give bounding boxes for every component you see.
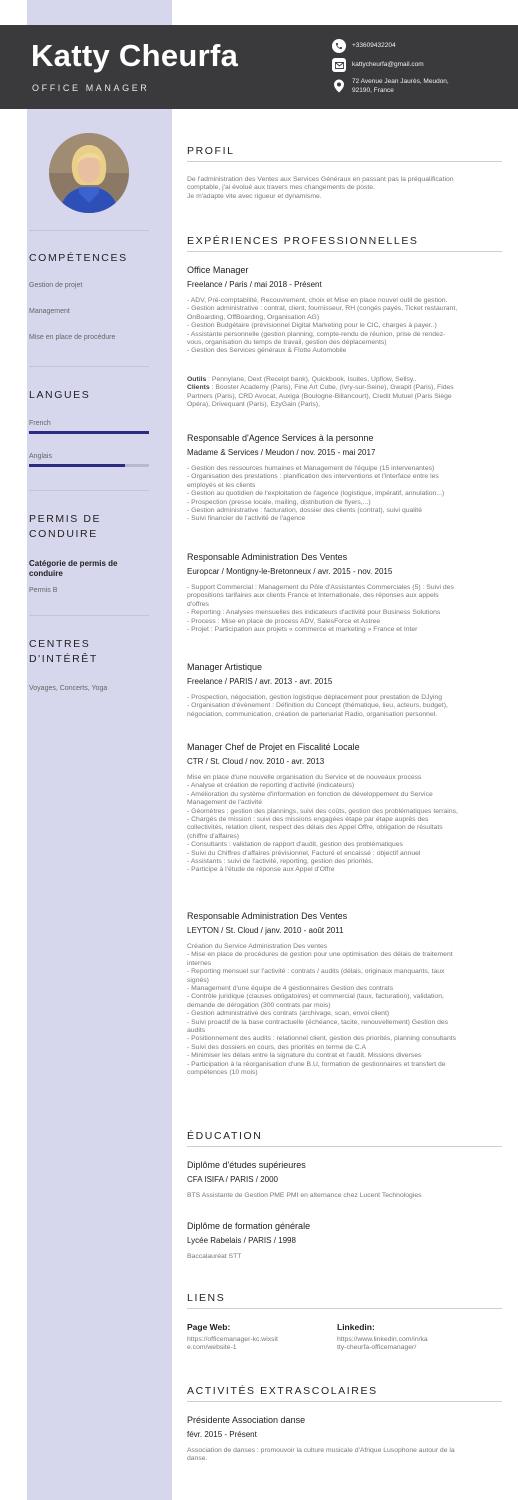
sidebar-divider [29, 490, 149, 491]
job-description-line: - Reporting mensuel sur l'activité : contrats / audits (délais, originaux manquants, taux [187, 968, 445, 976]
language-level-fill [29, 464, 125, 467]
job-description-line: - Consultants : validation de rapport d'audit, gestion des problématiques [187, 841, 403, 849]
job-description-line: - Participation à la réorganisation d'une B.U, formation de gestionnaires et transfert de [187, 1060, 446, 1068]
address [352, 78, 449, 95]
web-link-line[interactable]: e.com/website-1 [187, 1344, 237, 1352]
clients-text: : Booster Academy (Paris), Fine Art Cube, (Ivry-sur-Seine), Gwapit (Paris), Fides [209, 384, 454, 392]
license-label-line-2: conduire [29, 569, 63, 578]
language-name-french: French [29, 420, 51, 427]
contact-email [332, 58, 424, 72]
contact-address [332, 79, 449, 95]
job-description-line: - Analyse et création de reporting d'activité (indicateurs) [187, 782, 355, 790]
job-subtitle: Freelance / PARIS / avr. 2013 - avr. 2015 [187, 677, 333, 686]
job-description-line: - Suivi du Chiffres d'affaires prévisionnel, Facturé et encaissé : objectif annuel [187, 849, 421, 857]
job-description-line: vous, organisation du temps de travail, gestion des déplacements) [187, 339, 387, 347]
job-description-line: Management de l'activité [187, 799, 262, 807]
job-description-line: - Organisation des prestations : planification des interventions et l'interface entre les [187, 473, 439, 481]
job-title: Manager Artistique [187, 662, 263, 672]
job-title: Responsable Administration Des Ventes [187, 911, 348, 921]
interests-title-line-1: CENTRES [29, 638, 91, 650]
skills-title: COMPÉTENCES [29, 252, 128, 264]
web-link-line[interactable]: https://officemanager-kc.wixsit [187, 1336, 278, 1343]
job-description-line: - Gestion des Services généraux & Flotte Automobile [187, 347, 347, 355]
language-name-english: Anglais [29, 453, 52, 460]
job-title: Responsable Administration Des Ventes [187, 552, 348, 562]
job-description-line: - Management d'une équipe de 4 gestionnaires Gestion des contrats [187, 985, 394, 993]
job-description-line: - Participe à l'étude de réponse aux Appel d'Offre [187, 866, 335, 874]
section-rule [187, 161, 502, 162]
education-degree: Diplôme de formation générale [187, 1221, 311, 1231]
job-description-line: - Organisation d'évènement : Définition du Concept (thématique, lieu, acteurs, budget), [187, 702, 448, 710]
interests-title [29, 637, 98, 667]
job-description-line: - Support Commercial : Management du Pôle d'Assistantes Commerciales (5) : Suivi des [187, 584, 454, 591]
profile-line: Je m'adapte vite avec rigueur et dynamisme. [187, 192, 322, 200]
job-description-line: employés et les clients [187, 481, 256, 489]
candidate-role: OFFICE MANAGER [32, 83, 150, 93]
job-description-line: Création du Service Administration Des ventes [187, 943, 328, 950]
sidebar-divider [29, 230, 149, 231]
job-description-line: - Suivi financier de l'activité de l'agence [187, 515, 306, 523]
job-description-line: - Process : Mise en place de process ADV, SalesForce et Astree [187, 617, 381, 625]
job-description-line: - Contrôle juridique (clauses obligatoires) et commercial (taux, facturation), validation, [187, 993, 444, 1001]
job-description-line: - Mise en place de procédures de gestion pour une optimisation des délais de traitement [187, 951, 453, 959]
language-level-bar-english [29, 464, 149, 467]
address-line-2: 92190, France [352, 86, 394, 94]
extra-activity-date: févr. 2015 - Présent [187, 1430, 257, 1439]
links-title: LIENS [187, 1292, 226, 1304]
section-rule [187, 1308, 502, 1309]
skill-item: Management [29, 308, 70, 315]
languages-title: LANGUES [29, 389, 91, 401]
web-link-label: Page Web: [187, 1322, 231, 1332]
job-description-line: audits [187, 1027, 206, 1035]
job-description-line: - Suivi des dossiers en cours, des priorités en terme de C.A [187, 1043, 367, 1051]
license-value: Permis B [29, 587, 58, 594]
job-description-line: compétences (10 mois) [187, 1069, 258, 1077]
job-description-line: demande de dérogation (300 contrats par mois) [187, 1001, 331, 1009]
job-description-line: - Minimiser les délais entre la signature du contrat et l'audit. Missions diverses [187, 1052, 422, 1060]
clients-text: Opéra), Drivequant (Paris), EzyGain (Paris), [187, 401, 320, 409]
job-tools-clients [187, 376, 502, 410]
job-description-line: - Suivi proactif de la base contractuelle (échéance, tacite, renouvellement) Gestion des [187, 1018, 449, 1026]
job-description-line: OnBoarding, OffBoarding, Organisation AG) [187, 313, 320, 321]
profile-text [187, 176, 502, 201]
profile-title: PROFIL [187, 145, 235, 157]
job-description-line: - Amélioration du système d'information en fonction de développement du Service [187, 790, 433, 798]
sidebar-background [27, 0, 172, 1500]
job-description [187, 943, 502, 1078]
interests-title-line-2: D'INTÉRÊT [29, 653, 98, 665]
job-description-line: - Reporting : Analyses mensuelles des indicateurs d'activité pour Business Solutions [187, 609, 441, 617]
skill-item: Gestion de projet [29, 282, 83, 289]
phone-icon [332, 39, 346, 53]
job-description-line: d'offres [187, 600, 209, 608]
job-subtitle: Europcar / Montigny-le-Bretonneux / avr. 2015 - nov. 2015 [187, 567, 393, 576]
address-line-1: 72 Avenue Jean Jaurès, Meudon, [352, 78, 449, 85]
job-description-line: négociation, communication, création de partenariat Radio, organisation personnel. [187, 710, 438, 718]
job-description-line: propositions tarifaires aux clients France et Internationale, des réponses aux appels [187, 592, 439, 600]
phone-number: +33609432204 [352, 42, 396, 49]
language-level-fill [29, 431, 149, 434]
education-school: CFA ISIFA / PARIS / 2000 [187, 1175, 279, 1184]
education-school: Lycée Rabelais / PARIS / 1998 [187, 1236, 296, 1245]
job-description-line: - Gestion des ressources humaines et Management de l'équipe (15 intervenantes) [187, 465, 435, 472]
job-description-line: internes [187, 959, 212, 967]
education-title: ÉDUCATION [187, 1130, 263, 1142]
license-title [29, 512, 101, 542]
job-description-line: - Assistants : suivi de l'activité, reporting, gestion des priorités. [187, 858, 374, 866]
profile-line: De l'administration des Ventes aux Services Généraux en passant pas la préqualification [187, 176, 454, 183]
job-description [187, 774, 502, 875]
job-title: Manager Chef de Projet en Fiscalité Locale [187, 742, 360, 752]
job-description [187, 297, 502, 356]
job-subtitle: LEYTON / St. Cloud / janv. 2010 - août 2011 [187, 926, 344, 935]
linkedin-link-line[interactable]: https://www.linkedin.com/in/ka [337, 1336, 428, 1343]
job-description-line: - Chargés de mission : suivi des missions engagées étape par étape auprès des [187, 816, 429, 824]
extra-title: ACTIVITÉS EXTRASCOLAIRES [187, 1385, 378, 1397]
job-subtitle: CTR / St. Cloud / nov. 2010 - avr. 2013 [187, 757, 325, 766]
interests-list: Voyages, Concerts, Yoga [29, 685, 108, 692]
job-description-line: (chiffre d'affaires) [187, 832, 240, 840]
experience-title: EXPÉRIENCES PROFESSIONNELLES [187, 235, 419, 247]
job-description-line: - Géomètres : gestion des plannings, suivi des coûts, gestion des problématiques terrains, [187, 807, 458, 815]
clients-label: Clients [187, 384, 210, 392]
tools-text: : Pennylane, Dext (Receipt bank), Quickbook, Isuites, Upflow, Sellsy.. [206, 376, 417, 383]
job-description-line: collectivités, relation client, respect des délais des Appel Offre, obligation de résultats [187, 824, 443, 832]
candidate-name: Katty Cheurfa [31, 38, 239, 73]
job-description-line: - Gestion administrative : facturation, dossier des clients (contrat), suivi qualité [187, 507, 422, 515]
section-rule [187, 1146, 502, 1147]
license-label-line-1: Catégorie de permis de [29, 559, 118, 568]
education-desc: BTS Assistante de Gestion PME PMI en alternance chez Lucent Technologies [187, 1192, 422, 1199]
header [0, 25, 518, 109]
clients-text: Partners (Paris), CRD Avocat, Auxiga (Boulogne-Billancourt), Credit Mutuel (Paris Siège [187, 392, 452, 400]
job-description-line: - ADV, Pré-comptabilité, Recouvrement, choix et Mise en place nouvel outil de gestion. [187, 297, 448, 304]
email-icon [332, 58, 346, 72]
linkedin-link[interactable] [337, 1336, 432, 1353]
linkedin-link-line[interactable]: tty-cheurfa-officemanager/ [337, 1344, 417, 1352]
extra-activity-desc [187, 1447, 502, 1464]
job-description-line: - Prospection, négociation, gestion logistique déplacement pour prestation de DJying [187, 694, 443, 701]
job-title: Responsable d'Agence Services à la personne [187, 433, 374, 443]
profile-line: comptable, j'ai évolué aux travers mes changements de poste. [187, 184, 375, 192]
job-description-line: signés) [187, 976, 209, 984]
job-description [187, 694, 502, 719]
contact-phone [332, 39, 396, 53]
tools-label: Outils [187, 376, 207, 383]
skill-item: Mise en place de procédure [29, 334, 116, 341]
education-desc: Baccalauréat STT [187, 1253, 242, 1260]
job-description-line: - Projet : Participation aux projets « commerce et marketing » France et Inter [187, 626, 418, 634]
sidebar-divider [29, 615, 149, 616]
job-description [187, 465, 502, 524]
job-description [187, 584, 502, 634]
language-level-bar-french [29, 431, 149, 434]
job-description-line: - Prospection (presse locale, mailing, distribution de flyers,...) [187, 498, 371, 506]
profile-photo [49, 133, 129, 213]
sidebar-divider [29, 366, 149, 367]
job-description-line: - Gestion administrative des contrats (archivage, scan, envoi client) [187, 1010, 390, 1018]
license-title-line-2: CONDUIRE [29, 528, 98, 540]
education-degree: Diplôme d'études supérieures [187, 1160, 306, 1170]
linkedin-link-label: Linkedin: [337, 1322, 375, 1332]
extra-line: Association de danses : promouvoir la culture musicale d'Afrique Lusophone autour de la [187, 1447, 455, 1454]
job-description-line: Mise en place d'une nouvelle organisation du Service et de nouveaux process [187, 774, 422, 781]
job-description-line: - Gestion au quotidien de l'exploitation de l'agence (logistique, impératif, annulation...) [187, 490, 445, 498]
license-title-line-1: PERMIS DE [29, 513, 102, 525]
extra-activity-title: Présidente Association danse [187, 1415, 306, 1425]
job-description-line: - Gestion Budgétaire (prévisionnel Digital Marketing pour le CIC, charges à payer..) [187, 322, 437, 330]
job-title: Office Manager [187, 265, 249, 275]
license-label [29, 559, 147, 579]
section-rule [187, 1401, 502, 1402]
job-subtitle: Freelance / Paris / mai 2018 - Présent [187, 280, 322, 289]
email-address[interactable]: kattycheurfa@gmail.com [352, 61, 424, 68]
job-description-line: - Assistante personnelle (gestion planning, compte-rendu de réunion, prise de rendez- [187, 330, 446, 338]
web-link[interactable] [187, 1336, 282, 1353]
job-subtitle: Madame & Services / Meudon / nov. 2015 - mai 2017 [187, 448, 376, 457]
job-description-line: - Gestion administrative : contrat, client, fournisseur, RH (congés payés, Ticket restaurant, [187, 305, 458, 313]
extra-line: danse. [187, 1455, 208, 1463]
location-icon [332, 79, 346, 93]
job-description-line: - Positionnement des audits : relationnel client, gestion des priorités, planning consultants [187, 1035, 457, 1043]
section-rule [187, 251, 502, 252]
